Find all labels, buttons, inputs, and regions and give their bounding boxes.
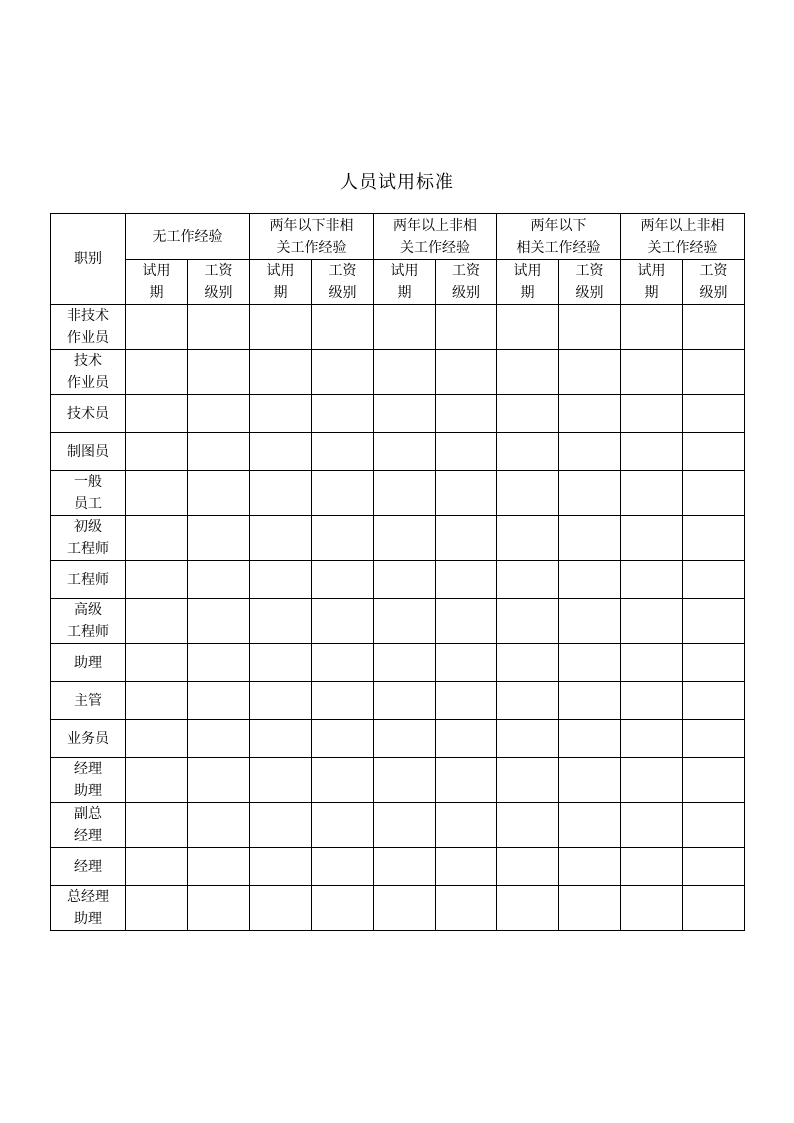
position-cell — [51, 305, 126, 350]
group-header: 两年以上非相 关工作经验 — [640, 218, 725, 256]
probation-period-cell[interactable] — [497, 350, 559, 395]
probation-period-cell[interactable] — [126, 305, 188, 350]
salary-grade-cell[interactable] — [683, 350, 745, 395]
group-header: 两年以下非相 关工作经验 — [269, 218, 354, 256]
table-row — [51, 758, 745, 803]
salary-grade-cell[interactable] — [559, 848, 621, 886]
probation-period-cell[interactable] — [621, 433, 683, 471]
salary-grade-cell[interactable] — [188, 803, 250, 848]
table-row — [51, 720, 745, 758]
probation-period-cell[interactable] — [374, 682, 436, 720]
probation-period-cell[interactable] — [497, 886, 559, 931]
probation-period-cell[interactable] — [250, 644, 312, 682]
position-header: 职别 — [74, 251, 102, 267]
probation-period-cell[interactable] — [621, 561, 683, 599]
group-header: 两年以上非相 关工作经验 — [393, 218, 477, 256]
sub-header-cell — [436, 260, 497, 305]
probation-standard-table — [50, 213, 745, 931]
table-row — [51, 516, 745, 561]
salary-grade-cell[interactable] — [559, 886, 621, 931]
probation-period-cell[interactable] — [126, 644, 188, 682]
salary-grade-cell[interactable] — [683, 305, 745, 350]
probation-period-cell[interactable] — [250, 516, 312, 561]
salary-grade-cell[interactable] — [312, 433, 374, 471]
salary-grade-cell[interactable] — [683, 433, 745, 471]
probation-period-cell[interactable] — [250, 305, 312, 350]
salary-grade-cell[interactable] — [559, 803, 621, 848]
group-header-cell — [374, 214, 497, 260]
salary-grade-cell[interactable] — [188, 395, 250, 433]
salary-grade-cell[interactable] — [188, 886, 250, 931]
position-label: 技术员 — [67, 405, 109, 422]
probation-period-cell[interactable] — [250, 682, 312, 720]
salary-grade-cell[interactable] — [312, 599, 374, 644]
group-header-cell — [497, 214, 621, 260]
position-cell — [51, 644, 126, 682]
position-cell — [51, 516, 126, 561]
sub-header-cell — [188, 260, 250, 305]
salary-grade-cell[interactable] — [683, 758, 745, 803]
position-label: 技术 作业员 — [67, 353, 109, 391]
probation-period-cell[interactable] — [497, 433, 559, 471]
position-cell — [51, 886, 126, 931]
probation-period-cell[interactable] — [126, 395, 188, 433]
salary-grade-cell[interactable] — [559, 682, 621, 720]
probation-period-cell[interactable] — [621, 471, 683, 516]
probation-period-header: 试用 期 — [390, 263, 419, 301]
salary-grade-cell[interactable] — [559, 720, 621, 758]
probation-period-cell[interactable] — [497, 758, 559, 803]
position-label: 副总 经理 — [74, 806, 102, 844]
salary-grade-cell[interactable] — [312, 682, 374, 720]
position-label: 高级 工程师 — [67, 602, 109, 640]
probation-period-cell[interactable] — [374, 561, 436, 599]
position-label: 总经理 助理 — [67, 889, 109, 927]
probation-period-cell[interactable] — [374, 471, 436, 516]
position-label: 主管 — [74, 692, 102, 709]
probation-period-cell[interactable] — [621, 886, 683, 931]
probation-period-cell[interactable] — [250, 720, 312, 758]
salary-grade-cell[interactable] — [436, 682, 497, 720]
table-row — [51, 395, 745, 433]
position-cell — [51, 561, 126, 599]
salary-grade-cell[interactable] — [683, 848, 745, 886]
salary-grade-cell[interactable] — [436, 471, 497, 516]
salary-grade-cell[interactable] — [436, 758, 497, 803]
sub-header-cell — [497, 260, 559, 305]
salary-grade-cell[interactable] — [312, 803, 374, 848]
salary-grade-cell[interactable] — [188, 682, 250, 720]
salary-grade-cell[interactable] — [312, 471, 374, 516]
probation-period-cell[interactable] — [126, 599, 188, 644]
probation-period-cell[interactable] — [126, 803, 188, 848]
probation-period-cell[interactable] — [374, 305, 436, 350]
probation-period-cell[interactable] — [374, 886, 436, 931]
probation-period-cell[interactable] — [126, 758, 188, 803]
probation-period-cell[interactable] — [497, 395, 559, 433]
probation-period-cell[interactable] — [250, 886, 312, 931]
salary-grade-cell[interactable] — [436, 433, 497, 471]
salary-grade-cell[interactable] — [683, 395, 745, 433]
salary-grade-cell[interactable] — [559, 516, 621, 561]
salary-grade-header: 工资 级别 — [699, 263, 728, 301]
salary-grade-cell[interactable] — [559, 471, 621, 516]
salary-grade-cell[interactable] — [436, 305, 497, 350]
position-label: 非技术 作业员 — [67, 308, 109, 346]
probation-period-cell[interactable] — [497, 682, 559, 720]
salary-grade-cell[interactable] — [559, 433, 621, 471]
probation-period-cell[interactable] — [250, 803, 312, 848]
probation-period-cell[interactable] — [250, 350, 312, 395]
salary-grade-cell[interactable] — [436, 516, 497, 561]
probation-period-cell[interactable] — [497, 720, 559, 758]
salary-grade-cell[interactable] — [188, 561, 250, 599]
salary-grade-cell[interactable] — [436, 644, 497, 682]
salary-grade-header: 工资 级别 — [575, 263, 604, 301]
probation-period-cell[interactable] — [250, 471, 312, 516]
salary-grade-cell[interactable] — [188, 599, 250, 644]
salary-grade-cell[interactable] — [559, 395, 621, 433]
probation-period-cell[interactable] — [621, 803, 683, 848]
probation-period-cell[interactable] — [621, 350, 683, 395]
group-header: 无工作经验 — [152, 229, 223, 245]
probation-period-cell[interactable] — [126, 682, 188, 720]
position-label: 助理 — [74, 654, 102, 671]
salary-grade-header: 工资 级别 — [328, 263, 357, 301]
salary-grade-cell[interactable] — [436, 886, 497, 931]
salary-grade-cell[interactable] — [436, 803, 497, 848]
salary-grade-cell[interactable] — [312, 395, 374, 433]
position-label: 经理 助理 — [74, 761, 102, 799]
probation-period-cell[interactable] — [374, 720, 436, 758]
salary-grade-cell[interactable] — [436, 599, 497, 644]
salary-grade-cell[interactable] — [188, 644, 250, 682]
position-label: 工程师 — [67, 571, 109, 588]
salary-grade-header: 工资 级别 — [204, 263, 233, 301]
salary-grade-cell[interactable] — [312, 561, 374, 599]
sub-header-cell — [559, 260, 621, 305]
salary-grade-cell[interactable] — [188, 758, 250, 803]
salary-grade-cell[interactable] — [188, 471, 250, 516]
group-header: 两年以下 相关工作经验 — [516, 218, 601, 256]
probation-period-cell[interactable] — [126, 350, 188, 395]
table-row — [51, 561, 745, 599]
salary-grade-cell[interactable] — [188, 350, 250, 395]
salary-grade-cell[interactable] — [312, 720, 374, 758]
probation-period-cell[interactable] — [621, 305, 683, 350]
position-cell — [51, 720, 126, 758]
salary-grade-cell[interactable] — [312, 758, 374, 803]
salary-grade-cell[interactable] — [188, 720, 250, 758]
sub-header-cell — [312, 260, 374, 305]
probation-period-cell[interactable] — [497, 848, 559, 886]
salary-grade-cell[interactable] — [559, 561, 621, 599]
probation-period-cell[interactable] — [374, 433, 436, 471]
probation-period-cell[interactable] — [497, 471, 559, 516]
page-title: 人员试用标准 — [340, 172, 454, 193]
salary-grade-cell[interactable] — [683, 516, 745, 561]
sub-header-cell — [250, 260, 312, 305]
salary-grade-cell[interactable] — [436, 350, 497, 395]
table-row — [51, 848, 745, 886]
probation-period-header: 试用 期 — [637, 263, 666, 301]
probation-period-cell[interactable] — [621, 395, 683, 433]
table-body — [51, 305, 745, 931]
probation-period-cell[interactable] — [621, 848, 683, 886]
position-cell — [51, 599, 126, 644]
probation-period-cell[interactable] — [497, 599, 559, 644]
table-row — [51, 682, 745, 720]
position-label: 业务员 — [67, 730, 109, 747]
salary-grade-cell[interactable] — [312, 350, 374, 395]
probation-period-cell[interactable] — [621, 758, 683, 803]
probation-period-cell[interactable] — [126, 848, 188, 886]
salary-grade-cell[interactable] — [683, 644, 745, 682]
group-header-cell — [621, 214, 745, 260]
salary-grade-cell[interactable] — [683, 720, 745, 758]
probation-period-header: 试用 期 — [142, 263, 171, 301]
salary-grade-cell[interactable] — [559, 599, 621, 644]
probation-period-cell[interactable] — [497, 561, 559, 599]
probation-period-cell[interactable] — [250, 848, 312, 886]
probation-period-cell[interactable] — [621, 599, 683, 644]
sub-header-cell — [374, 260, 436, 305]
position-cell — [51, 433, 126, 471]
salary-grade-cell[interactable] — [559, 644, 621, 682]
probation-period-cell[interactable] — [250, 758, 312, 803]
position-cell — [51, 471, 126, 516]
salary-grade-cell[interactable] — [436, 848, 497, 886]
position-cell — [51, 803, 126, 848]
salary-grade-cell[interactable] — [188, 433, 250, 471]
position-header-cell — [51, 214, 126, 305]
position-label: 初级 工程师 — [67, 519, 109, 557]
probation-period-cell[interactable] — [621, 644, 683, 682]
position-cell — [51, 758, 126, 803]
probation-period-cell[interactable] — [126, 433, 188, 471]
salary-grade-cell[interactable] — [188, 848, 250, 886]
salary-grade-cell[interactable] — [312, 516, 374, 561]
salary-grade-cell[interactable] — [312, 305, 374, 350]
table-row — [51, 305, 745, 350]
salary-grade-cell[interactable] — [312, 848, 374, 886]
probation-period-cell[interactable] — [374, 516, 436, 561]
sub-header-cell — [126, 260, 188, 305]
probation-period-cell[interactable] — [621, 516, 683, 561]
probation-period-cell[interactable] — [126, 561, 188, 599]
salary-grade-cell[interactable] — [683, 471, 745, 516]
salary-grade-cell[interactable] — [312, 644, 374, 682]
probation-period-cell[interactable] — [250, 561, 312, 599]
table-row — [51, 471, 745, 516]
probation-period-cell[interactable] — [374, 848, 436, 886]
probation-period-cell[interactable] — [250, 395, 312, 433]
probation-period-cell[interactable] — [126, 720, 188, 758]
table-row — [51, 886, 745, 931]
salary-grade-cell[interactable] — [683, 561, 745, 599]
probation-period-header: 试用 期 — [513, 263, 542, 301]
position-label: 制图员 — [67, 443, 109, 460]
salary-grade-cell[interactable] — [188, 305, 250, 350]
table-row — [51, 599, 745, 644]
salary-grade-cell[interactable] — [559, 758, 621, 803]
salary-grade-cell[interactable] — [683, 803, 745, 848]
table-row — [51, 644, 745, 682]
salary-grade-cell[interactable] — [436, 395, 497, 433]
probation-period-cell[interactable] — [126, 516, 188, 561]
probation-period-cell[interactable] — [250, 599, 312, 644]
group-header-cell — [250, 214, 374, 260]
probation-period-cell[interactable] — [497, 644, 559, 682]
sub-header-cell — [621, 260, 683, 305]
group-header-cell — [126, 214, 250, 260]
salary-grade-header: 工资 级别 — [452, 263, 480, 301]
salary-grade-cell[interactable] — [559, 305, 621, 350]
probation-period-cell[interactable] — [374, 395, 436, 433]
position-label: 一般 员工 — [74, 474, 102, 512]
salary-grade-cell[interactable] — [683, 682, 745, 720]
probation-period-cell[interactable] — [374, 350, 436, 395]
position-cell — [51, 848, 126, 886]
probation-period-cell[interactable] — [374, 758, 436, 803]
position-cell — [51, 350, 126, 395]
salary-grade-cell[interactable] — [683, 886, 745, 931]
probation-period-cell[interactable] — [621, 720, 683, 758]
position-cell — [51, 395, 126, 433]
probation-period-cell[interactable] — [497, 516, 559, 561]
salary-grade-cell[interactable] — [559, 350, 621, 395]
salary-grade-cell[interactable] — [436, 561, 497, 599]
probation-period-cell[interactable] — [497, 305, 559, 350]
table-row — [51, 803, 745, 848]
probation-period-header: 试用 期 — [266, 263, 295, 301]
sub-header-cell — [683, 260, 745, 305]
probation-period-cell[interactable] — [374, 644, 436, 682]
probation-period-cell[interactable] — [250, 433, 312, 471]
salary-grade-cell[interactable] — [188, 516, 250, 561]
salary-grade-cell[interactable] — [683, 599, 745, 644]
probation-period-cell[interactable] — [374, 599, 436, 644]
probation-period-cell[interactable] — [497, 803, 559, 848]
table-row — [51, 433, 745, 471]
salary-grade-cell[interactable] — [436, 720, 497, 758]
probation-period-cell[interactable] — [621, 682, 683, 720]
probation-period-cell[interactable] — [126, 886, 188, 931]
table-row — [51, 350, 745, 395]
position-label: 经理 — [74, 858, 102, 875]
position-cell — [51, 682, 126, 720]
probation-period-cell[interactable] — [126, 471, 188, 516]
probation-period-cell[interactable] — [374, 803, 436, 848]
salary-grade-cell[interactable] — [312, 886, 374, 931]
